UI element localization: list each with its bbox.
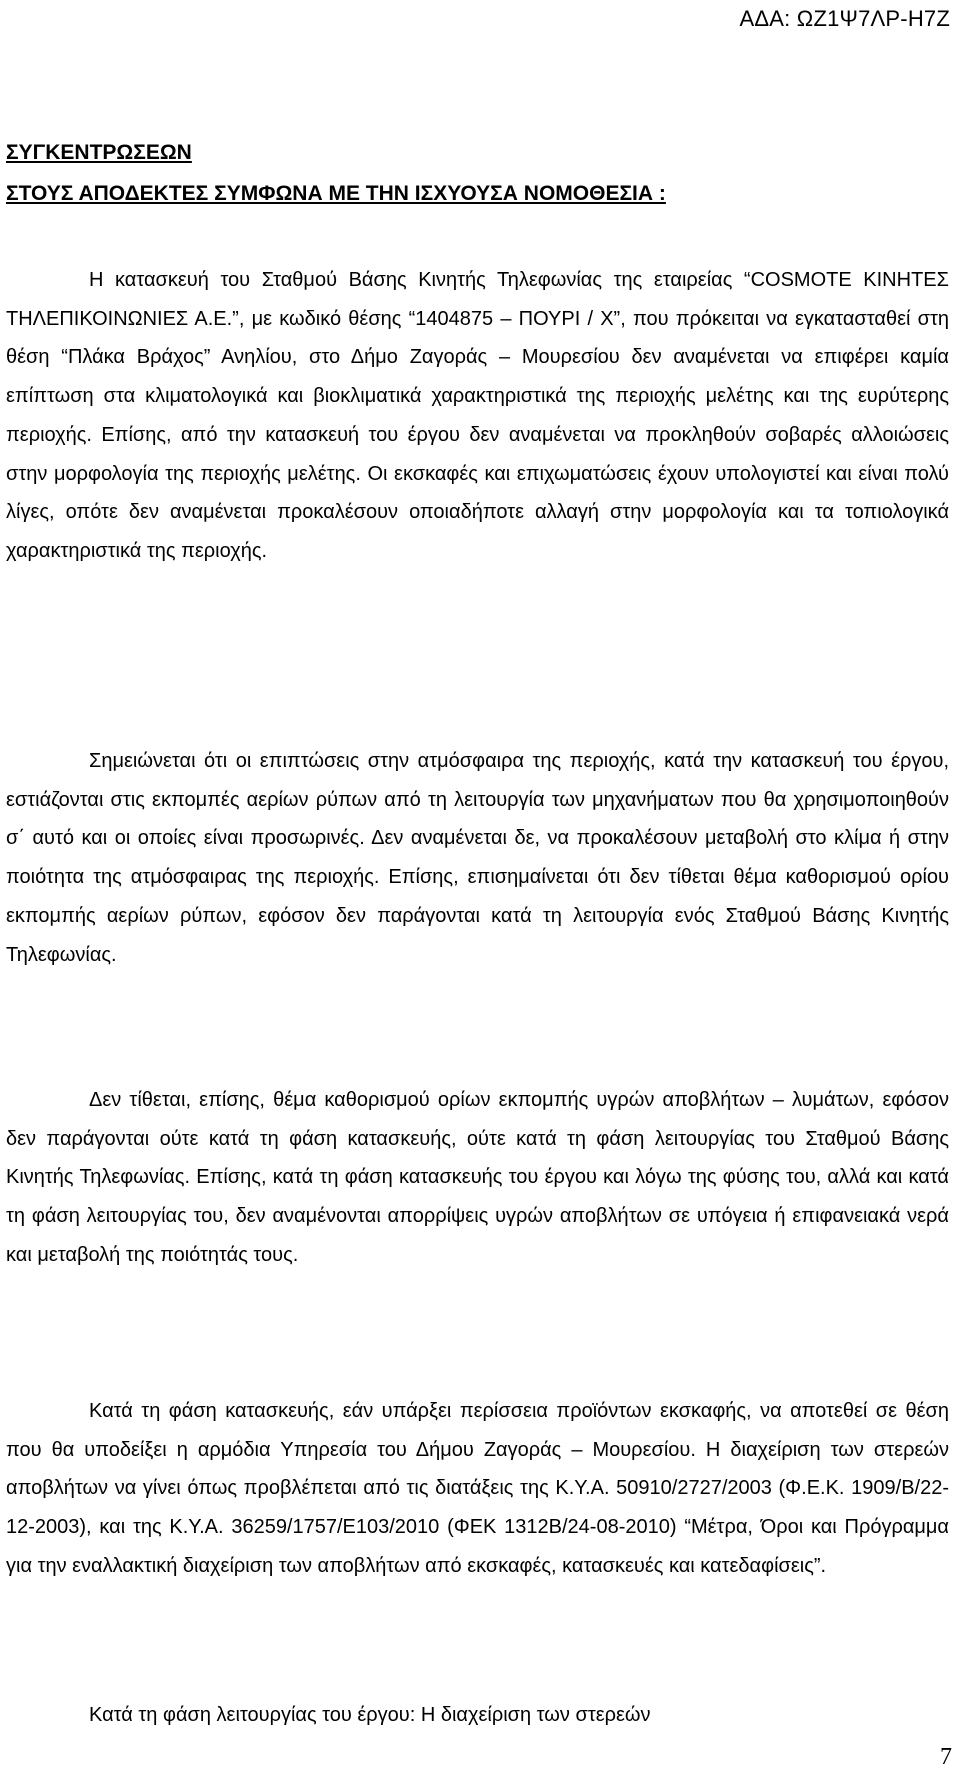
page-number: 7	[940, 1744, 952, 1770]
paragraph-operation-phase: Κατά τη φάση λειτουργίας του έργου: Η διαχείριση των στερεών	[89, 1704, 651, 1726]
paragraph-climate-impact: Η κατασκευή του Σταθμού Βάσης Κινητής Τηλεφωνίας της εταιρείας “COSMOTE ΚΙΝΗΤΕΣ ΤΗΛΕΠΙΚΟΙΝΩΝΙΕΣ Α.Ε.”, με κωδικό θέσης “1404875 – ΠΟΥΡΙ / Χ”, που πρόκειται να εγκατασταθεί στη θέση “Πλάκα Βράχος” Ανηλίου, στο Δήμο Ζαγοράς – Μουρεσίου δεν αναμένεται να επιφέρει καμία επίπτωση στα κλιματολογικά και βιοκλιματικά χαρακτηριστικά της περιοχής μελέτης και της ευρύτερης περιοχής. Επίσης, από την κατασκευή του έργου δεν αναμένεται να προκληθούν σοβαρές αλλοιώσεις στην μορφολογία της περιοχής μελέτης. Οι εκσκαφές και επιχωματώσεις έχουν υπολογιστεί και είναι πολύ λίγες, οπότε δεν αναμένεται προκαλέσουν οποιαδήποτε αλλαγή στην μορφολογία και τα τοπιολογικά χαρακτηριστικά της περιοχής.	[6, 269, 949, 562]
paragraph-solid-waste: Κατά τη φάση κατασκευής, εάν υπάρξει περίσσεια προϊόντων εκσκαφής, να αποτεθεί σε θέση που θα υποδείξει η αρμόδια Υπηρεσία του Δήμου Ζαγοράς – Μουρεσίου. Η διαχείριση των στερεών αποβλήτων να γίνει όπως προβλέπεται από τις διατάξεις της Κ.Υ.Α. 50910/2727/2003 (Φ.Ε.Κ. 1909/Β/22-12-2003), και της Κ.Υ.Α. 36259/1757/Ε103/2010 (ΦΕΚ 1312Β/24-08-2010) “Μέτρα, Όροι και Πρόγραμμα για την εναλλακτική διαχείριση των αποβλήτων από εκσκαφές, κατασκευές και κατεδαφίσεις”.	[6, 1400, 949, 1577]
section-heading-line1: ΣΥΓΚΕΝΤΡΩΣΕΩΝ	[6, 141, 192, 164]
paragraph-air-emissions: Σημειώνεται ότι οι επιπτώσεις στην ατμόσφαιρα της περιοχής, κατά την κατασκευή του έργου, εστιάζονται στις εκπομπές αερίων ρύπων από τη λειτουργία των μηχανήματων που θα χρησιμοποιηθούν σ΄ αυτό και οι οποίες είναι προσωρινές. Δεν αναμένεται δε, να προκαλέσουν μεταβολή στο κλίμα ή στην ποιότητα της ατμόσφαιρας της περιοχής. Επίσης, επισημαίνεται ότι δεν τίθεται θέμα καθορισμού ορίου εκπομπής αερίων ρύπων, εφόσον δεν παράγονται κατά τη λειτουργία ενός Σταθμού Βάσης Κινητής Τηλεφωνίας.	[6, 750, 949, 966]
section-heading-line2: ΣΤΟΥΣ ΑΠΟΔΕΚΤΕΣ ΣΥΜΦΩΝΑ ΜΕ ΤΗΝ ΙΣΧΥΟΥΣΑ ΝΟΜΟΘΕΣΙΑ :	[6, 182, 666, 205]
paragraph-liquid-waste: Δεν τίθεται, επίσης, θέμα καθορισμού ορίων εκπομπής υγρών αποβλήτων – λυμάτων, εφόσον δεν παράγονται ούτε κατά τη φάση κατασκευής, ούτε κατά τη φάση λειτουργίας του Σταθμού Βάσης Κινητής Τηλεφωνίας. Επίσης, κατά τη φάση κατασκευής του έργου και λόγω της φύσης του, αλλά και κατά τη φάση λειτουργίας του, δεν αναμένονται απορρίψεις υγρών αποβλήτων σε υπόγεια ή επιφανειακά νερά και μεταβολή της ποιότητάς τους.	[6, 1089, 949, 1266]
ada-code: ΑΔΑ: ΩΖ1Ψ7ΛΡ-Η7Ζ	[739, 6, 950, 31]
